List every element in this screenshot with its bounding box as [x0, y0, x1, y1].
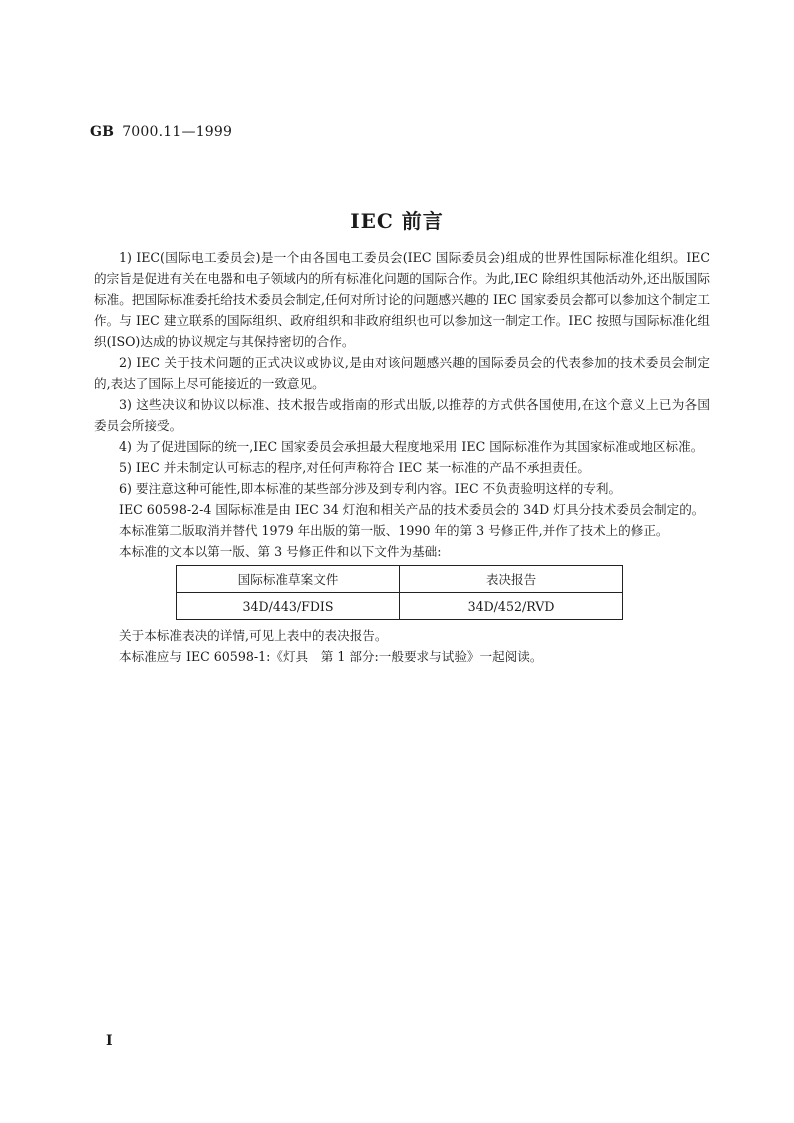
paragraph-2: 2) IEC 关于技术问题的正式决议或协议,是由对该问题感兴趣的国际委员会的代表参加的技术委员会制定的,表达了国际上尽可能接近的一致意见。: [94, 355, 710, 391]
page-title: IEC 前言: [350, 209, 444, 233]
paragraph-1: 1) IEC(国际电工委员会)是一个由各国电工委员会(IEC 国际委员会)组成的世界性国际标准化组织。IEC 的宗旨是促进有关在电器和电子领域内的所有标准化问题的国际合作。为此,IEC 除组织其他活动外,还出版国际标准。把国际标准委托给技术委员会制定,任何对所讨论的问题感兴趣的 IEC 国家委员会都可以参加这个制定工作。与 IEC 建立联系的国际组织、政府组织和非政府组织也可以参加这一制定工作。IEC 按照与国际标准化组织(ISO)达成的协议规定与其保持密切的合作。: [94, 250, 710, 349]
paragraph-4: 4) 为了促进国际的统一,IEC 国家委员会承担最大程度地采用 IEC 国际标准作为其国家标准或地区标准。: [119, 439, 704, 454]
paragraph-10: 关于本标准表决的详情,可见上表中的表决报告。: [119, 628, 388, 643]
paragraph-3: 3) 这些决议和协议以标准、技术报告或指南的形式出版,以推荐的方式供各国使用,在这个意义上已为各国委员会所接受。: [94, 397, 710, 433]
document-header: [90, 124, 232, 140]
voting-documents-table: [176, 565, 623, 620]
paragraph-9: 本标准的文本以第一版、第 3 号修正件和以下文件为基础:: [119, 544, 442, 559]
paragraph-11: 本标准应与 IEC 60598-1:《灯具 第 1 部分:一般要求与试验》一起阅读。: [119, 649, 543, 664]
page-number: I: [106, 1033, 113, 1049]
paragraph-6: 6) 要注意这种可能性,即本标准的某些部分涉及到专利内容。IEC 不负责验明这样的专利。: [119, 481, 622, 496]
standard-number: 7000.11—1999: [122, 124, 233, 140]
paragraph-8: 本标准第二版取消并替代 1979 年出版的第一版、1990 年的第 3 号修正件,并作了技术上的修正。: [119, 523, 669, 538]
standard-prefix: GB: [90, 124, 115, 140]
table-header-row: [177, 566, 623, 593]
table-cell: 34D/443/FDIS: [177, 593, 400, 620]
table-row: [177, 593, 623, 620]
table-header-cell: 国际标准草案文件: [177, 566, 400, 593]
table-cell: 34D/452/RVD: [400, 593, 623, 620]
body-text: [94, 247, 710, 667]
paragraph-5: 5) IEC 并未制定认可标志的程序,对任何声称符合 IEC 某一标准的产品不承担责任。: [119, 460, 590, 475]
paragraph-7: IEC 60598-2-4 国际标准是由 IEC 34 灯泡和相关产品的技术委员会的 34D 灯具分技术委员会制定的。: [119, 502, 705, 517]
table-header-cell: 表决报告: [400, 566, 623, 593]
